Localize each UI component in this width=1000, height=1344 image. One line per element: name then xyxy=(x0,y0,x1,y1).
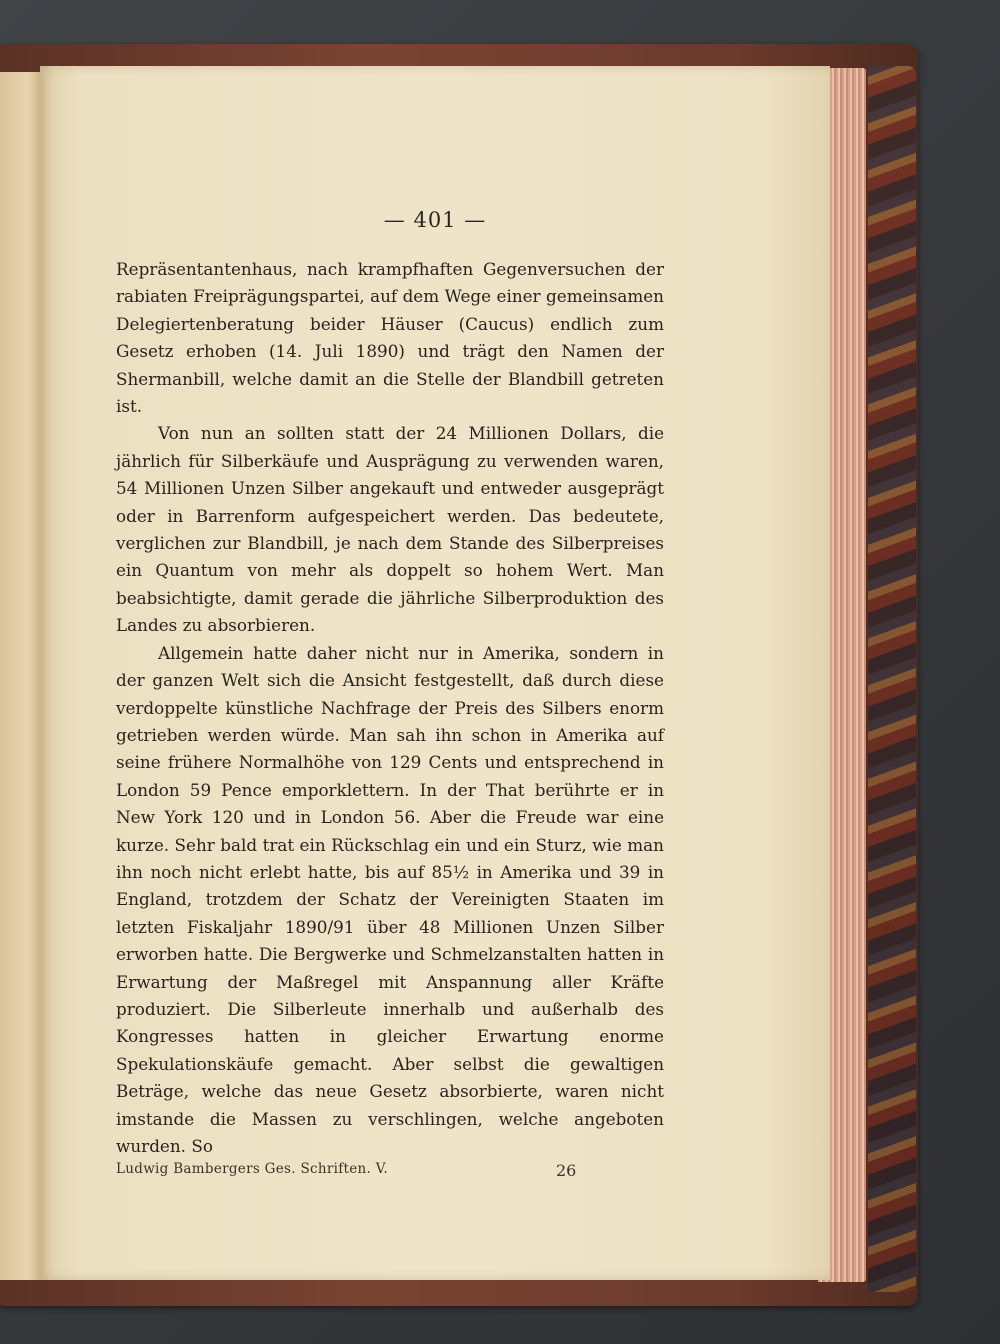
book-page xyxy=(40,66,830,1280)
paragraph-3: Allgemein hatte daher nicht nur in Amerika, sondern in der ganzen Welt sich die Ansicht festgestellt, daß durch diese verdoppelte künstliche Nachfrage der Preis des Silbers enorm getrieben werden würde. Man sah ihn schon in Amerika auf seine frühere Normalhöhe von 129 Cents und entsprechend in London 59 Pence emporklettern. In der That berührte er in New York 120 und in London 56. Aber die Freude war eine kurze. Sehr bald trat ein Rückschlag ein und ein Sturz, wie man ihn noch nicht erlebt hatte, bis auf 85½ in Amerika und 39 in England, trotzdem der Schatz der Vereinigten Staaten im letzten Fiskaljahr 1890/91 über 48 Millionen Unzen Silber erworben hatte. Die Bergwerke und Schmelzanstalten hatten in Erwartung der Maßregel mit Anspannung aller Kräfte produziert. Die Silberleute innerhalb und außerhalb des Kongresses hatten in gleicher Erwartung enorme Spekulationskäufe gemacht. Aber selbst die gewaltigen Beträge, welche das neue Gesetz absorbierte, waren nicht imstande die Massen zu verschlingen, welche angeboten wurden. So xyxy=(116,642,664,1156)
marbled-edge xyxy=(868,66,916,1292)
paragraph-1: Repräsentantenhaus, nach krampfhaften Gegenversuchen der rabiaten Freiprägungspartei, auf dem Wege einer gemeinsamen Delegiertenberatung beider Häuser (Caucus) endlich zum Gesetz erhoben (14. Juli 1890) und trägt den Namen der Shermanbill, welche damit an die Stelle der Blandbill getreten ist. xyxy=(116,259,664,417)
footer-signature: Ludwig Bambergers Ges. Schriften. V. xyxy=(116,1161,388,1177)
sheet-signature-number: 26 xyxy=(556,1161,577,1180)
page-number: — 401 — xyxy=(383,208,487,232)
facing-page-edge xyxy=(0,72,42,1280)
body-text xyxy=(116,256,664,1160)
paragraph-2: Von nun an sollten statt der 24 Millionen Dollars, die jährlich für Silberkäufe und Ausprägung zu verwenden waren, 54 Millionen Unzen Silber angekauft und entweder ausgeprägt oder in Barrenform aufgespeichert werden. Das bedeutete, verglichen zur Blandbill, je nach dem Stande des Silberpreises ein Quantum von mehr als doppelt so hohem Wert. Man beabsichtigte, damit gerade die jährliche Silberproduktion des Landes zu absorbieren. xyxy=(116,423,664,636)
